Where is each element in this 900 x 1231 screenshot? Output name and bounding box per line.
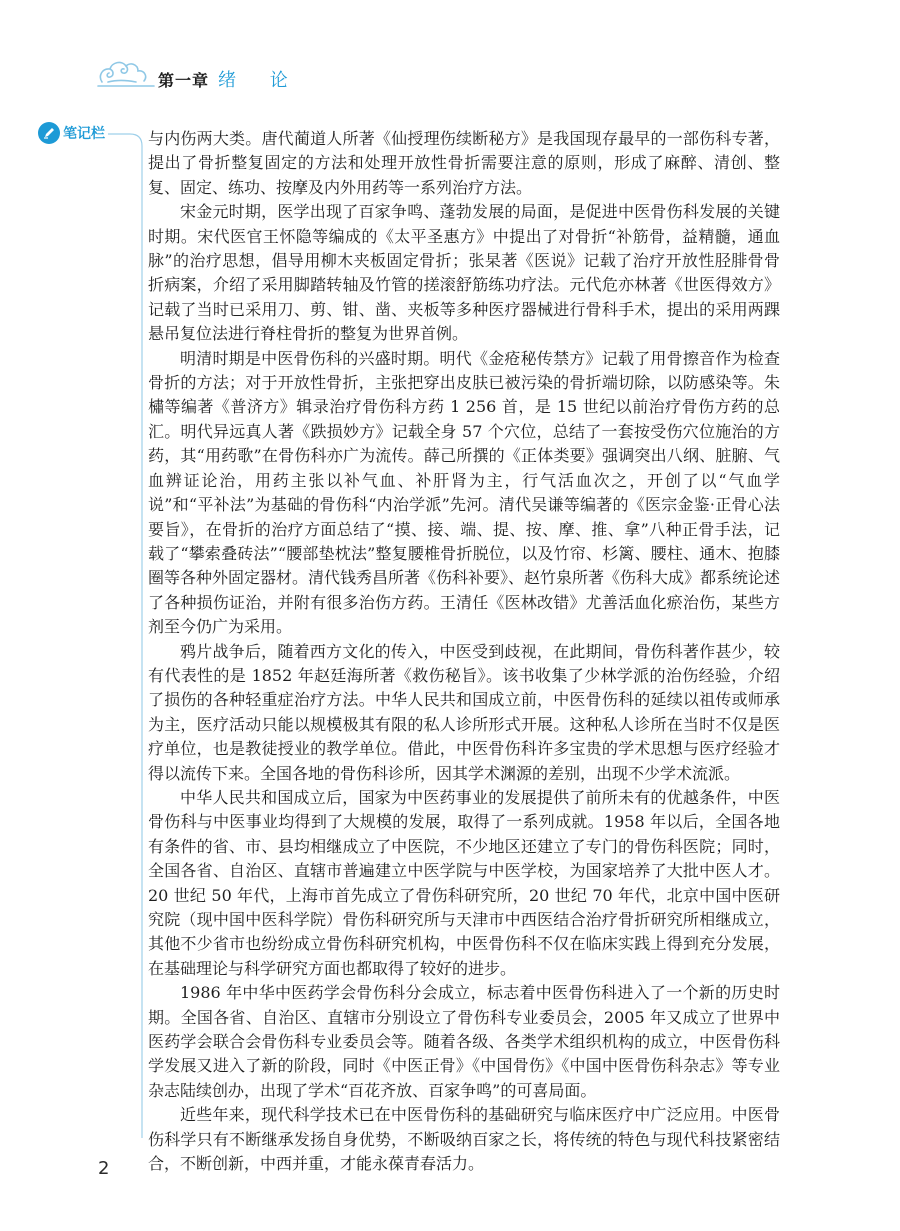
paragraph: 鸦片战争后，随着西方文化的传入，中医受到歧视，在此期间，骨伤科著作甚少，较有代表性的是 1852 年赵廷海所著《救伤秘旨》。该书收集了少林学派的治伤经验，介绍了损伤的各种轻重症治疗方法。中华人民共和国成立前，中医骨伤科的延续以祖传或师承为主，医疗活动只能以规模极其有限的私人诊所形式开展。这种私人诊所在当时不仅是医疗单位，也是教徒授业的教学单位。借此，中医骨伤科许多宝贵的学术思想与医疗经验才得以流传下来。全国各地的骨伤科诊所，因其学术渊源的差别，出现不少学术流派。 <box>148 641 780 783</box>
paragraph: 近些年来，现代科学技术已在中医骨伤科的基础研究与临床医疗中广泛应用。中医骨伤科学只有不断继承发扬自身优势，不断吸纳百家之长，将传统的特色与现代科技紧密结合，不断创新，中西并重，才能永葆青春活力。 <box>148 1105 780 1174</box>
notes-column-tag <box>38 122 105 144</box>
chapter-number: 第一章 <box>158 71 210 90</box>
body-text <box>148 127 780 1176</box>
notes-column-label: 笔记栏 <box>63 126 105 142</box>
cloud-ornament-icon <box>96 56 156 90</box>
pencil-icon <box>38 122 60 144</box>
paragraph: 宋金元时期，医学出现了百家争鸣、蓬勃发展的局面，是促进中医骨伤科发展的关键时期。宋代医官王怀隐等编成的《太平圣惠方》中提出了对骨折“补筋骨，益精髓，通血脉”的治疗思想，倡导用柳木夹板固定骨折；张杲著《医说》记载了治疗开放性胫腓骨骨折病案，介绍了采用脚踏转轴及竹管的搓滚舒筋练功疗法。元代危亦林著《世医得效方》记载了当时已采用刀、剪、钳、凿、夹板等多种医疗器械进行骨科手术，提出的采用两踝悬吊复位法进行脊柱骨折的整复为世界首例。 <box>148 202 780 344</box>
paragraph: 1986 年中华中医药学会骨伤科分会成立，标志着中医骨伤科进入了一个新的历史时期。全国各省、自治区、直辖市分别设立了骨伤科专业委员会，2005 年又成立了世界中医药学会联合会骨伤科专业委员会等。随着各级、各类学术组织机构的成立，中医骨伤科学发展又进入了新的阶段，同时《中医正骨》《中国骨伤》《中国中医骨伤科杂志》等专业杂志陆续创办，出现了学术“百花齐放、百家争鸣”的可喜局面。 <box>148 983 780 1100</box>
paragraph: 与内伤两大类。唐代蔺道人所著《仙授理伤续断秘方》是我国现存最早的一部伤科专著，提出了骨折整复固定的方法和处理开放性骨折需要注意的原则，形成了麻醉、清创、整复、固定、练功、按摩及内外用药等一系列治疗方法。 <box>148 129 780 197</box>
paragraph: 明清时期是中医骨伤科的兴盛时期。明代《金疮秘传禁方》记载了用骨擦音作为检查骨折的方法；对于开放性骨折，主张把穿出皮肤已被污染的骨折端切除，以防感染等。朱橚等编著《普济方》辑录治疗骨伤科方药 1 256 首，是 15 世纪以前治疗骨伤方药的总汇。明代异远真人著《跌损妙方》记载全身 57 个穴位，总结了一套按受伤穴位施治的方药，其“用药歌”在骨伤科亦广为流传。薛己所撰的《正体类要》强调突出八纲、脏腑、气血辨证论治，用药主张以补气血、补肝肾为主，行气活血次之，开创了以“气血学说”和“平补法”为基础的骨伤科“内治学派”先河。清代吴谦等编著的《医宗金鉴·正骨心法要旨》，在骨折的治疗方面总结了“摸、接、端、提、按、摩、推、拿”八种正骨手法，记载了“攀索叠砖法”“腰部垫枕法”整复腰椎骨折脱位，以及竹帘、杉篱、腰柱、通木、抱膝圈等各种外固定器材。清代钱秀昌所著《伤科补要》、赵竹泉所著《伤科大成》都系统论述了各种损伤证治，并附有很多治伤方药。王清任《医林改错》尤善活血化瘀治伤，某些方剂至今仍广为采用。 <box>148 348 781 637</box>
page-number: 2 <box>98 1158 110 1179</box>
chapter-title: 绪 论 <box>218 70 302 91</box>
paragraph: 中华人民共和国成立后，国家为中医药事业的发展提供了前所未有的优越条件，中医骨伤科与中医事业均得到了大规模的发展，取得了一系列成就。1958 年以后，全国各地有条件的省、市、县均相继成立了中医院，不少地区还建立了专门的骨伤科医院；同时，全国各省、自治区、直辖市普遍建立中医学院与中医学校，为国家培养了大批中医人才。20 世纪 50 年代，上海市首先成立了骨伤科研究所，20 世纪 70 年代，北京中国中医研究院（现中国中医科学院）骨伤科研究所与天津市中西医结合治疗骨折研究所相继成立，其他不少省市也纷纷成立骨伤科研究机构，中医骨伤科不仅在临床实践上得到充分发展，在基础理论与科学研究方面也都取得了较好的进步。 <box>148 787 780 978</box>
page-header <box>0 0 900 110</box>
notes-column-divider <box>108 128 148 1138</box>
